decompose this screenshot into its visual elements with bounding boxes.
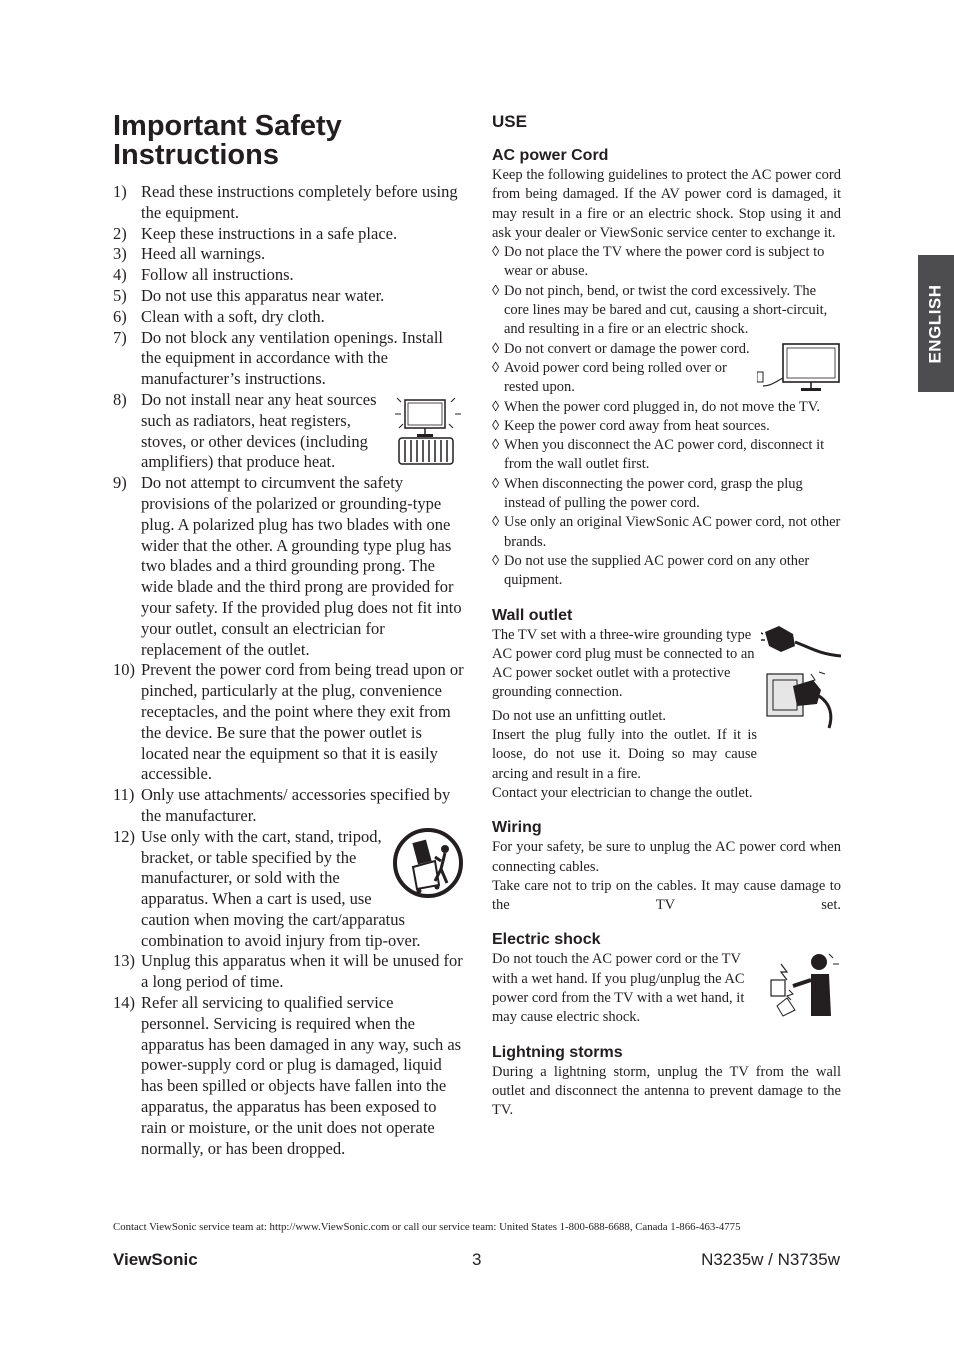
lightning-storms-heading: Lightning storms xyxy=(492,1043,623,1061)
instruction-item xyxy=(113,244,465,265)
list-item xyxy=(492,436,841,475)
bullet-diamond: ◊ xyxy=(492,437,500,454)
item-number: 14) xyxy=(113,993,135,1013)
item-text: Prevent the power cord from being tread upon or pinched, particularly at the plug, convenience receptacles, and the point where they exit from the device. Be sure that the power outlet is located near the equipment so that it is easily accessible. xyxy=(141,660,464,784)
ac-power-cord-bullets xyxy=(492,243,841,590)
wiring-paragraph-2: Take care not to trip on the cables. It may cause damage to the TV set. xyxy=(492,877,841,914)
item-number: 6) xyxy=(113,306,127,326)
list-item-text: Keep the power cord away from heat sources. xyxy=(504,417,770,434)
instruction-item xyxy=(113,328,465,390)
list-item xyxy=(492,359,841,398)
language-side-tab-label: ENGLISH xyxy=(926,283,945,364)
ac-power-cord-intro: Keep the following guidelines to protect the AC power cord from being damaged. If the AV power cord is damaged, it may result in a fire or an electric shock. Stop using it and ask your dealer or ViewSonic service center to exchange it. xyxy=(492,167,841,241)
instruction-item xyxy=(113,473,465,660)
item-text: Use only with the cart, stand, tripod, bracket, or table specified by the manufacturer, or sold with the apparatus. When a cart is used, use caution when moving the cart/apparatus combination to avoid injury from tip-over. xyxy=(141,826,421,950)
item-number: 5) xyxy=(113,285,127,305)
item-number: 4) xyxy=(113,265,127,285)
list-item-text: Do not place the TV where the power cord is subject to wear or abuse. xyxy=(504,244,825,280)
electric-shock-paragraph: Do not touch the AC power cord or the TV with a wet hand. If you plug/unplug the AC power cord from the TV with a wet hand, it may cause electric shock. xyxy=(492,951,745,1026)
bullet-diamond: ◊ xyxy=(492,417,500,434)
contact-service-line: Contact ViewSonic service team at: http://www.ViewSonic.com or call our service team: United States 1-800-688-6688, Canada 1-866-463-4775 xyxy=(113,1221,741,1233)
item-text: Clean with a soft, dry cloth. xyxy=(141,306,325,326)
wall-outlet-paragraph-3: Insert the plug fully into the outlet. If it is loose, do not use it. Doing so may cause arcing and result in a fire. xyxy=(492,727,757,782)
list-item xyxy=(492,513,841,552)
item-text: Unplug this apparatus when it will be unused for a long period of time. xyxy=(141,951,463,992)
list-item xyxy=(492,475,841,514)
item-text: Refer all servicing to qualified service personnel. Servicing is required when the apparatus has been damaged in any way, such as power-supply cord or plug is damaged, liquid has been spilled or objects have fallen into the apparatus, the apparatus has been exposed to rain or moisture, or the unit does not operate normally, or has been dropped. xyxy=(141,993,462,1158)
list-item-text: Do not convert or damage the power cord. xyxy=(504,340,750,357)
cart-tip-over-warning-icon xyxy=(391,827,465,899)
page-title-line-1: Important Safety xyxy=(113,110,342,142)
bullet-diamond: ◊ xyxy=(492,244,500,261)
page-number: 3 xyxy=(472,1250,482,1269)
list-item xyxy=(492,340,841,359)
ac-power-cord-heading: AC power Cord xyxy=(492,147,609,164)
wiring-paragraph-1: For your safety, be sure to unplug the AC power cord when connecting cables. xyxy=(492,839,841,875)
item-number: 10) xyxy=(113,660,135,680)
instruction-item xyxy=(113,660,465,785)
use-heading: USE xyxy=(492,112,527,131)
bullet-diamond: ◊ xyxy=(492,552,500,569)
grounding-plug-outlet-illustration-icon xyxy=(761,624,843,748)
wiring-heading: Wiring xyxy=(492,819,542,837)
instruction-item xyxy=(113,307,465,328)
list-item-text: Use only an original ViewSonic AC power cord, not other brands. xyxy=(504,514,841,550)
item-number: 2) xyxy=(113,223,127,243)
bullet-diamond: ◊ xyxy=(492,514,500,531)
instruction-item xyxy=(113,390,465,473)
item-text: Only use attachments/ accessories specified by the manufacturer. xyxy=(141,785,451,825)
instruction-item xyxy=(113,951,465,993)
list-item-text: Do not pinch, bend, or twist the cord excessively. The core lines may be bared and cut, causing a short-circuit, and resulting in a fire or an electric shock. xyxy=(504,282,828,338)
list-item xyxy=(492,243,841,282)
footer-brand: ViewSonic xyxy=(113,1250,198,1269)
lightning-storms-paragraph: During a lightning storm, unplug the TV from the wall outlet and disconnect the antenna to prevent damage to the TV. xyxy=(492,1063,841,1119)
item-text: Read these instructions completely before using the equipment. xyxy=(141,182,458,222)
left-column xyxy=(113,112,465,1159)
page-title xyxy=(113,112,465,170)
bullet-diamond: ◊ xyxy=(492,282,500,299)
footer-model-number: N3235w / N3735w xyxy=(701,1250,840,1269)
item-number: 13) xyxy=(113,951,135,971)
electric-shock-warning-illustration-icon xyxy=(767,950,841,1020)
instruction-item xyxy=(113,785,465,827)
wall-outlet-heading: Wall outlet xyxy=(492,606,573,624)
item-number: 12) xyxy=(113,826,135,846)
instruction-item xyxy=(113,265,465,286)
list-item-text: When you disconnect the AC power cord, disconnect it from the wall outlet first. xyxy=(504,437,825,473)
bullet-diamond: ◊ xyxy=(492,340,500,357)
item-number: 3) xyxy=(113,244,127,264)
instruction-item xyxy=(113,827,465,952)
item-number: 8) xyxy=(113,389,127,409)
instruction-item xyxy=(113,224,465,245)
list-item xyxy=(492,282,841,340)
wall-outlet-paragraph-2: Do not use an unfitting outlet. xyxy=(492,707,666,724)
list-item-text: When disconnecting the power cord, grasp the plug instead of pulling the power cord. xyxy=(504,475,803,512)
bullet-diamond: ◊ xyxy=(492,359,500,376)
instructions-list xyxy=(113,182,465,1159)
list-item xyxy=(492,398,841,417)
item-text: Do not install near any heat sources such as radiators, heat registers, stoves, or other devices (including amplifiers) that produce heat. xyxy=(141,389,377,472)
wall-outlet-paragraph-1: The TV set with a three-wire grounding type AC power cord plug must be connected to an AC power socket outlet with a protective grounding connection. xyxy=(492,626,755,701)
instruction-item xyxy=(113,286,465,307)
item-text: Do not use this apparatus near water. xyxy=(141,285,385,305)
item-number: 1) xyxy=(113,182,127,201)
item-number: 7) xyxy=(113,327,127,347)
instruction-item xyxy=(113,993,465,1159)
electric-shock-heading: Electric shock xyxy=(492,931,601,949)
list-item-text: Avoid power cord being rolled over or rested upon. xyxy=(504,359,727,396)
wall-outlet-paragraph-4: Contact your electrician to change the outlet. xyxy=(492,784,753,801)
language-side-tab xyxy=(918,255,954,392)
list-item xyxy=(492,552,841,591)
item-text: Heed all warnings. xyxy=(141,244,266,264)
right-column xyxy=(492,112,841,1120)
bullet-diamond: ◊ xyxy=(492,398,500,415)
list-item-text: Do not use the supplied AC power cord on any other quipment. xyxy=(504,552,810,589)
instruction-item xyxy=(113,182,465,224)
tv-heater-illustration-icon xyxy=(391,394,465,466)
list-item-text: When the power cord plugged in, do not move the TV. xyxy=(504,398,820,415)
item-text: Do not attempt to circumvent the safety provisions of the polarized or grounding-type plug. A polarized plug has two blades with one wider that the other. A grounding type plug has two blades and a third grounding prong. The wide blade and the third prong are provided for your safety. If the provided plug does not fit into your outlet, consult an electrician for replacement of the outlet. xyxy=(141,473,462,659)
item-number: 11) xyxy=(113,785,135,805)
item-text: Do not block any ventilation openings. Install the equipment in accordance with the manufacturer’s instructions. xyxy=(141,327,443,389)
item-number: 9) xyxy=(113,473,127,493)
bullet-diamond: ◊ xyxy=(492,475,500,492)
list-item xyxy=(492,417,841,436)
page-title-line-2: Instructions xyxy=(113,139,279,171)
item-text: Follow all instructions. xyxy=(141,265,294,285)
item-text: Keep these instructions in a safe place. xyxy=(141,223,398,243)
